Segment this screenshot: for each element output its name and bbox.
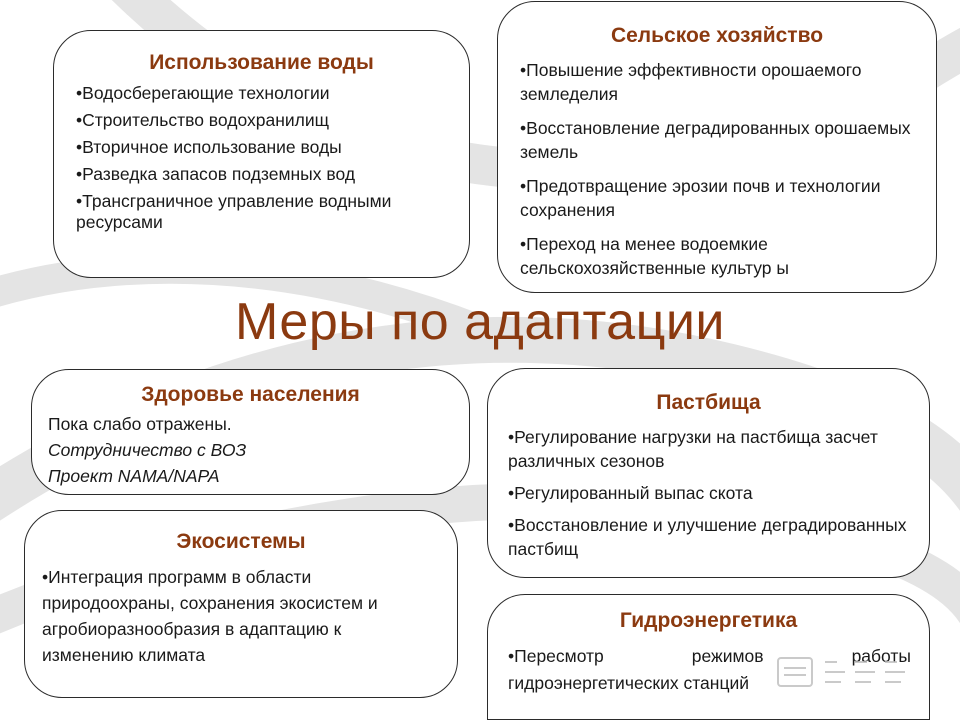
list-item: • Восстановление и улучшение деградированных пастбищ	[508, 513, 909, 561]
health-line: Сотрудничество с ВОЗ	[48, 440, 247, 460]
list-item: • Регулирование нагрузки на пастбища засчет различных сезонов	[508, 425, 909, 473]
list-item: • Переход на менее водоемкие сельскохозяйственные культур ы	[520, 232, 912, 280]
water-use-card	[53, 30, 470, 278]
pastures-title: Пастбища	[656, 391, 761, 414]
hydropower-title: Гидроэнергетика	[619, 609, 798, 632]
list-item: • Повышение эффективности орошаемого земледелия	[520, 58, 912, 106]
health-line: Пока слабо отражены.	[48, 414, 232, 434]
health-title: Здоровье населения	[141, 383, 360, 406]
list-item: • Вторичное использование воды	[76, 137, 449, 158]
agriculture-list	[520, 58, 912, 280]
water-use-list	[76, 83, 449, 233]
list-item: • Водосберегающие технологии	[76, 83, 449, 104]
presentation-watermark-icon	[775, 652, 925, 698]
ecosystems-card	[24, 510, 458, 698]
health-text	[48, 411, 449, 489]
page-title: Меры по адаптации	[235, 293, 725, 351]
list-item: • Разведка запасов подземных вод	[76, 164, 449, 185]
list-item: • Интеграция программ в области природоохраны, сохранения экосистем и агробиоразнообразия в адаптацию к изменению климата	[42, 564, 433, 668]
list-item: • Пересмотр режимов работы гидроэнергетических станций	[508, 643, 911, 697]
agriculture-title: Сельское хозяйство	[610, 24, 824, 47]
list-item: • Трансграничное управление водными ресурсами	[76, 191, 449, 233]
pastures-card	[487, 368, 930, 578]
agriculture-card	[497, 1, 937, 293]
list-item: • Восстановление деградированных орошаемых земель	[520, 116, 912, 164]
water-use-title: Использование воды	[149, 51, 374, 74]
ecosystems-title: Экосистемы	[176, 530, 306, 553]
health-line: Проект NAMA/NAPA	[48, 466, 220, 486]
health-card	[31, 369, 470, 495]
list-item: • Строительство водохранилищ	[76, 110, 449, 131]
pastures-list	[508, 425, 909, 561]
list-item: • Предотвращение эрозии почв и технологии сохранения	[520, 174, 912, 222]
list-item: • Регулированный выпас скота	[508, 481, 909, 505]
ecosystems-list	[42, 564, 433, 668]
